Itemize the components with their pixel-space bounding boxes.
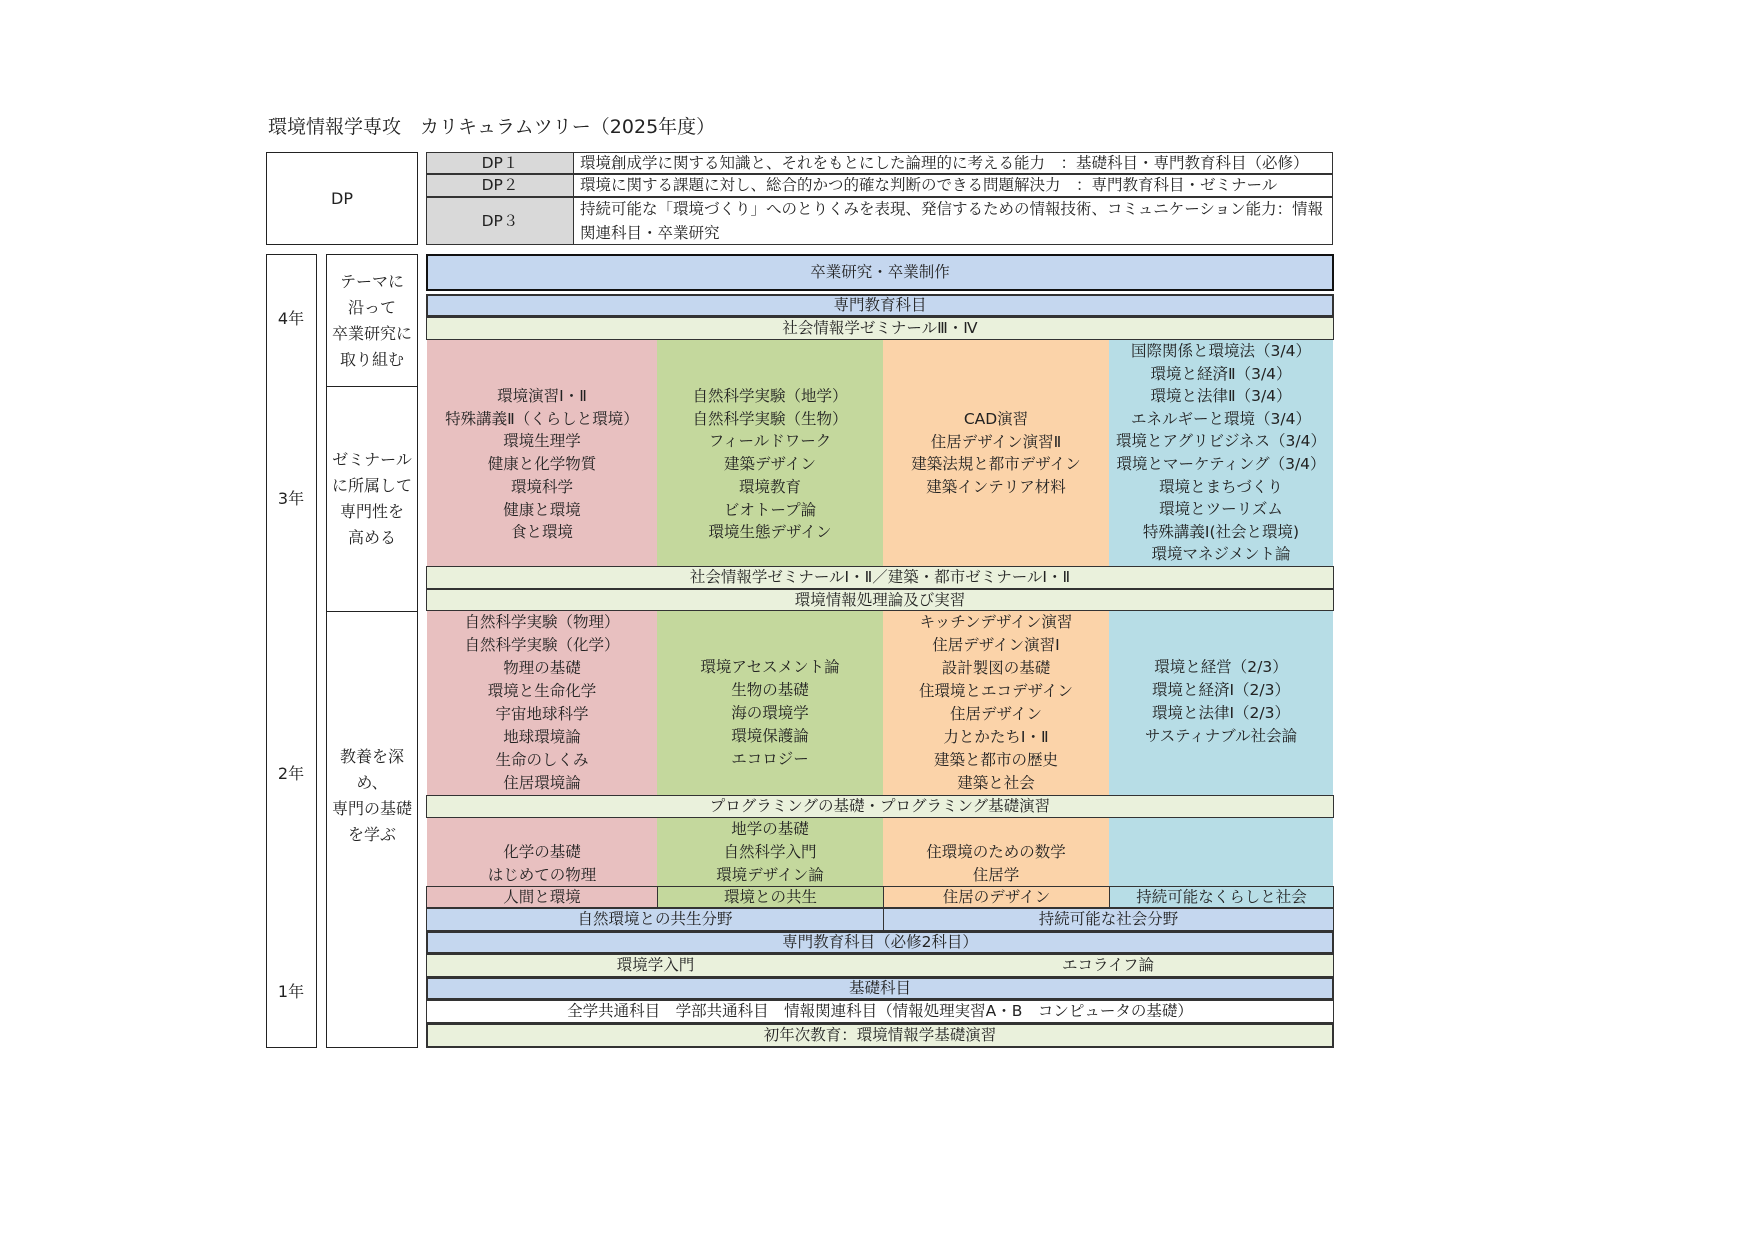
course-item: 生物の基礎 — [731, 681, 809, 699]
course-item: 自然科学実験（生物） — [692, 409, 848, 428]
dp3-text-value: 持続可能な「環境づくり」へのとりくみを表現、発信するための情報技術、コミュニケーション能力：情報関連科目・卒業研究 — [580, 200, 1324, 242]
year-column — [266, 254, 317, 1048]
course-item: 設計製図の基礎 — [941, 659, 1051, 677]
course-item: 住居デザイン — [950, 705, 1042, 723]
kyotsu-bar — [426, 1000, 1334, 1023]
field-kyosei-text: 環境との共生 — [723, 887, 817, 906]
y1-orange-list — [883, 841, 1109, 887]
stage-3-line: 専門性を — [339, 502, 404, 521]
course-item: ビオトープ論 — [723, 500, 817, 519]
course-item: 住居デザイン演習Ⅱ — [930, 432, 1062, 451]
course-item: 生命のしくみ — [495, 751, 589, 769]
course-item: サスティナブル社会論 — [1144, 727, 1298, 745]
programming-bar-text: プログラミングの基礎・プログラミング基礎演習 — [709, 797, 1051, 815]
kiso-bar — [426, 977, 1334, 1000]
course-item: 海の環境学 — [731, 704, 809, 722]
stage-4-text — [326, 254, 418, 387]
course-item: 自然科学実験（物理） — [464, 613, 620, 631]
y3-green-list — [657, 385, 883, 544]
jizoku-bar — [883, 908, 1334, 931]
course-item: 環境と生命化学 — [487, 682, 597, 700]
stage-2-line: を学ぶ — [347, 825, 396, 844]
course-item: 環境生態デザイン — [708, 523, 832, 542]
kiso-bar-text: 基礎科目 — [848, 979, 911, 997]
stage-3-line: に所属して — [331, 476, 412, 495]
course-item: 建築インテリア材料 — [926, 478, 1066, 497]
y3-orange-list — [883, 408, 1109, 499]
course-item: エネルギーと環境（3/4） — [1131, 409, 1311, 428]
field-ningen — [426, 886, 658, 908]
dp2-text — [573, 174, 1333, 197]
stage-2-line: 教養を深 — [339, 747, 404, 766]
course-item: 環境とまちづくり — [1159, 477, 1283, 496]
dp1-code — [426, 152, 574, 174]
course-item: 環境科学 — [510, 477, 573, 496]
course-item: 環境とアグリビジネス（3/4） — [1115, 432, 1327, 451]
course-item: 自然科学実験（化学） — [464, 636, 620, 654]
y2-green-list — [657, 656, 883, 771]
stage-2-line: め、 — [356, 773, 388, 792]
dp1-text — [573, 152, 1333, 174]
dp2-text-value: 環境に関する課題に対し、総合的かつ的確な判断のできる問題解決力 ：専門教育科目・ゼミナール — [580, 176, 1278, 194]
field-jizoku-text: 持続可能なくらしと社会 — [1136, 887, 1307, 906]
dp1-code-text: DP１ — [481, 153, 519, 172]
y1-green-list — [657, 818, 883, 887]
dp2-code — [426, 174, 574, 197]
ecolife-bar-text: エコライフ論 — [1061, 956, 1155, 974]
field-jukyo — [883, 886, 1110, 908]
course-item: 地学の基礎 — [731, 820, 809, 838]
jisshu-bar — [426, 589, 1334, 611]
year-3-label: 3年 — [277, 489, 305, 508]
y3-pink-list — [427, 385, 657, 544]
course-item: 建築法規と都市デザイン — [911, 455, 1081, 474]
dp1-text-value: 環境創成学に関する知識と、それをもとにした論理的に考える能力 ：基礎科目・専門教育科目（必修） — [580, 153, 1309, 172]
shonenji-bar-text: 初年次教育：環境情報学基礎演習 — [763, 1026, 997, 1044]
course-item: キッチンデザイン演習 — [919, 613, 1073, 631]
stage-4-line: 沿って — [347, 297, 396, 317]
senmon-bar-top — [426, 294, 1334, 317]
shonenji-bar — [426, 1023, 1334, 1048]
nyumon-bar — [426, 954, 884, 977]
stage-4-line: 卒業研究に — [331, 323, 412, 343]
course-item: 物理の基礎 — [503, 659, 581, 677]
kyotsu-bar-text: 全学共通科目 学部共通科目 情報関連科目（情報処理実習A・B コンピュータの基礎） — [567, 1002, 1193, 1020]
y1-cyan-block — [1109, 818, 1333, 886]
course-item: 自然科学実験（地学） — [692, 387, 848, 405]
course-item: 環境と法律Ⅰ（2/3） — [1151, 704, 1291, 722]
nyumon-bar-text: 環境学入門 — [616, 956, 695, 974]
stage-4-line: 取り組む — [339, 349, 404, 369]
course-item: 環境アセスメント論 — [700, 658, 840, 676]
jizoku-bar-text: 持続可能な社会分野 — [1038, 910, 1179, 928]
course-item: 健康と化学物質 — [487, 455, 597, 474]
course-item: 環境と法律Ⅱ（3/4） — [1150, 387, 1292, 406]
jisshu-bar-text: 環境情報処理論及び実習 — [794, 590, 966, 609]
year-4-label: 4年 — [277, 309, 305, 328]
y3-cyan-list — [1109, 340, 1333, 566]
course-item: 健康と環境 — [503, 500, 581, 519]
course-item: 環境マネジメント論 — [1151, 545, 1291, 564]
course-item: 住環境のための数学 — [926, 843, 1066, 861]
course-item: 建築デザイン — [724, 455, 816, 474]
y1-pink-list — [427, 841, 657, 887]
course-item: はじめての物理 — [487, 866, 597, 884]
stage-2-text — [326, 611, 418, 981]
course-item: 環境と経済Ⅱ（3/4） — [1150, 364, 1292, 383]
stage-3-line: 高める — [347, 528, 396, 547]
course-item: 環境教育 — [738, 477, 801, 496]
course-item: 環境と経済Ⅰ（2/3） — [1151, 681, 1291, 699]
stage-4-line: テーマに — [339, 271, 404, 291]
course-item: 食と環境 — [510, 523, 573, 542]
course-item: 国際関係と環境法（3/4） — [1131, 342, 1311, 360]
course-item: 建築と都市の歴史 — [933, 751, 1058, 769]
dp3-code-text: DP３ — [481, 211, 519, 230]
course-item: 環境生理学 — [503, 432, 581, 451]
course-item: CAD演習 — [963, 410, 1029, 428]
course-item: 地球環境論 — [503, 728, 581, 746]
course-item: 住居環境論 — [503, 774, 581, 792]
course-item: 特殊講義Ⅰ(社会と環境) — [1142, 522, 1300, 541]
field-jizoku — [1109, 886, 1334, 908]
field-ningen-text: 人間と環境 — [503, 887, 581, 906]
senmon-required-bar-text: 専門教育科目（必修2科目） — [782, 933, 978, 951]
seminar12-bar — [426, 566, 1334, 589]
senmon-bar-top-text: 専門教育科目 — [833, 296, 927, 314]
programming-bar — [426, 795, 1334, 818]
graduation-bar-text: 卒業研究・卒業制作 — [810, 263, 950, 281]
course-item: 力とかたちⅠ・Ⅱ — [943, 728, 1049, 746]
ecolife-bar — [883, 954, 1334, 977]
field-kyosei — [657, 886, 884, 908]
dp3-code — [426, 197, 574, 245]
course-item: 住居学 — [972, 866, 1020, 884]
course-item: 住環境とエコデザイン — [919, 682, 1073, 700]
y2-orange-list — [883, 611, 1109, 795]
course-item: 環境デザイン論 — [716, 866, 824, 884]
course-item: 化学の基礎 — [503, 843, 581, 861]
graduation-bar — [426, 254, 1334, 291]
page-title: 環境情報学専攻 カリキュラムツリー（2025年度） — [268, 116, 716, 138]
seminar12-bar-text: 社会情報学ゼミナールⅠ・Ⅱ／建築・都市ゼミナールⅠ・Ⅱ — [689, 568, 1071, 586]
dp3-text — [573, 197, 1333, 245]
dp-label — [266, 152, 418, 245]
course-item: 環境と経営（2/3） — [1154, 658, 1288, 676]
course-item: 環境保護論 — [731, 727, 809, 745]
shizen-bar — [426, 908, 884, 931]
course-item: フィールドワーク — [708, 432, 832, 451]
senmon-required-bar — [426, 931, 1334, 954]
year-1-label: 1年 — [277, 982, 305, 1001]
seminar34-bar-text: 社会情報学ゼミナールⅢ・Ⅳ — [782, 319, 978, 337]
course-item: 住居デザイン演習Ⅰ — [932, 636, 1060, 654]
y2-cyan-list — [1109, 656, 1333, 748]
stage-3-line: ゼミナール — [332, 450, 412, 469]
course-item: 建築と社会 — [957, 774, 1035, 792]
course-item: 自然科学入門 — [723, 843, 817, 861]
y2-pink-list — [427, 611, 657, 795]
stage-2-line: 専門の基礎 — [331, 799, 412, 818]
seminar34-bar — [426, 317, 1334, 340]
dp2-code-text: DP２ — [481, 176, 519, 194]
course-item: エコロジー — [731, 750, 809, 768]
stage-3-text — [326, 386, 418, 612]
course-item: 特殊講義Ⅱ（くらしと環境） — [445, 409, 639, 428]
year-2-label: 2年 — [277, 764, 305, 783]
course-item: 宇宙地球科学 — [495, 705, 589, 723]
course-item: 環境演習Ⅰ・Ⅱ — [497, 387, 587, 405]
field-jukyo-text: 住居のデザイン — [942, 887, 1051, 906]
dp-label-text: DP — [331, 189, 353, 208]
course-item: 環境とマーケティング（3/4） — [1116, 454, 1326, 473]
course-item: 環境とツーリズム — [1159, 500, 1283, 519]
shizen-bar-text: 自然環境との共生分野 — [577, 910, 733, 928]
